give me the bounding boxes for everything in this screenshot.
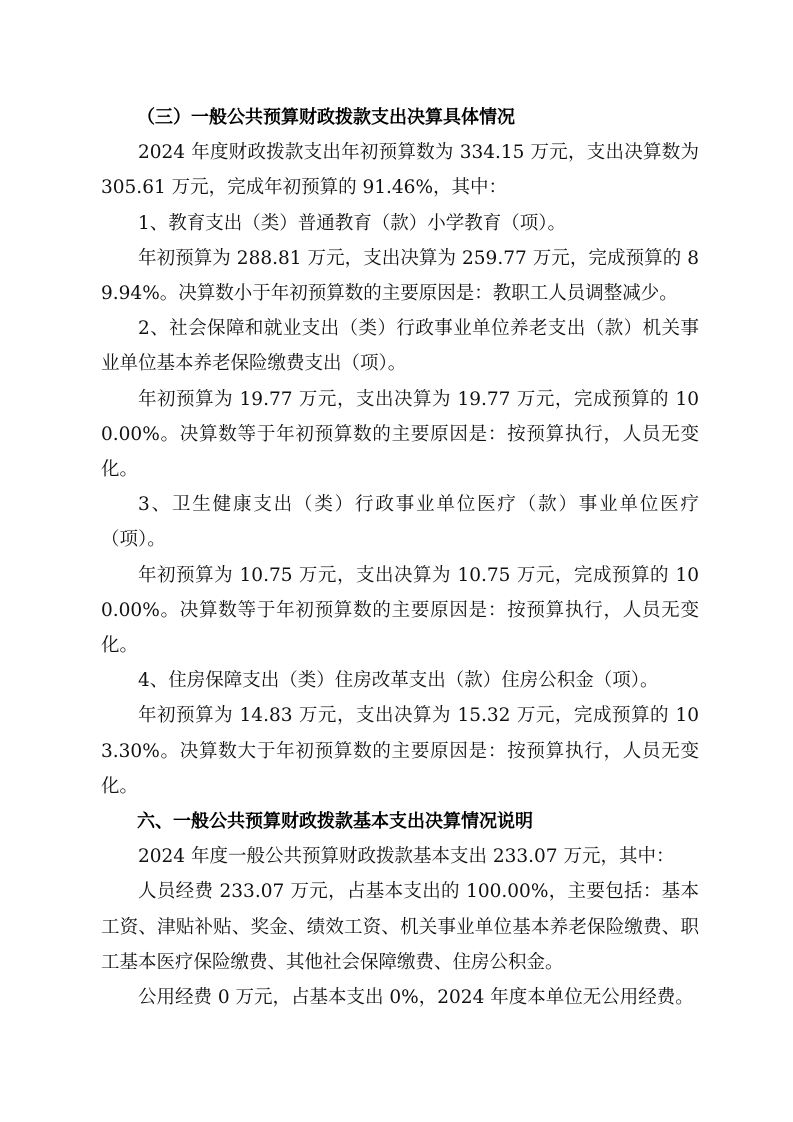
basic-expenditure-summary: 2024 年度一般公共预算财政拨款基本支出 233.07 万元，其中： bbox=[138, 846, 675, 868]
item-title-social-security: 2、社会保障和就业支出（类）行政事业单位养老支出（款）机关事业单位基本养老保险缴费支出（项）。 bbox=[101, 318, 699, 375]
item-title-education: 1、教育支出（类）普通教育（款）小学教育（项）。 bbox=[138, 212, 567, 234]
section-summary-paragraph: 2024 年度财政拨款支出年初预算数为 334.15 万元，支出决算数为 305.61 万元，完成年初预算的 91.46%，其中： bbox=[101, 142, 699, 199]
item-title-health: 3、卫生健康支出（类）行政事业单位医疗（款）事业单位医疗（项）。 bbox=[101, 494, 699, 551]
item-detail-social-security: 年初预算为 19.77 万元，支出决算为 19.77 万元，完成预算的 100.00%。决算数等于年初预算数的主要原因是：按预算执行，人员无变化。 bbox=[101, 388, 699, 481]
item-detail-housing: 年初预算为 14.83 万元，支出决算为 15.32 万元，完成预算的 103.30%。决算数大于年初预算数的主要原因是：按预算执行，人员无变化。 bbox=[101, 705, 699, 797]
personnel-expenses-paragraph: 人员经费 233.07 万元，占基本支出的 100.00%，主要包括：基本工资、津贴补贴、奖金、绩效工资、机关事业单位基本养老保险缴费、职工基本医疗保险缴费、其他社会保障缴费、住房公积金。 bbox=[101, 881, 699, 973]
section-heading-general-budget-expenditure-details: （三）一般公共预算财政拨款支出决算具体情况 bbox=[137, 107, 515, 128]
public-expenses-paragraph: 公用经费 0 万元，占基本支出 0%，2024 年度本单位无公用经费。 bbox=[138, 987, 694, 1009]
item-detail-health: 年初预算为 10.75 万元，支出决算为 10.75 万元，完成预算的 100.00%。决算数等于年初预算数的主要原因是：按预算执行，人员无变化。 bbox=[101, 564, 699, 657]
item-detail-education: 年初预算为 288.81 万元，支出决算为 259.77 万元，完成预算的 89.94%。决算数小于年初预算数的主要原因是：教职工人员调整减少。 bbox=[101, 247, 699, 305]
section-heading-basic-expenditure: 六、一般公共预算财政拨款基本支出决算情况说明 bbox=[137, 811, 533, 833]
document-body bbox=[101, 100, 699, 1015]
item-title-housing: 4、住房保障支出（类）住房改革支出（款）住房公积金（项）。 bbox=[138, 670, 659, 692]
